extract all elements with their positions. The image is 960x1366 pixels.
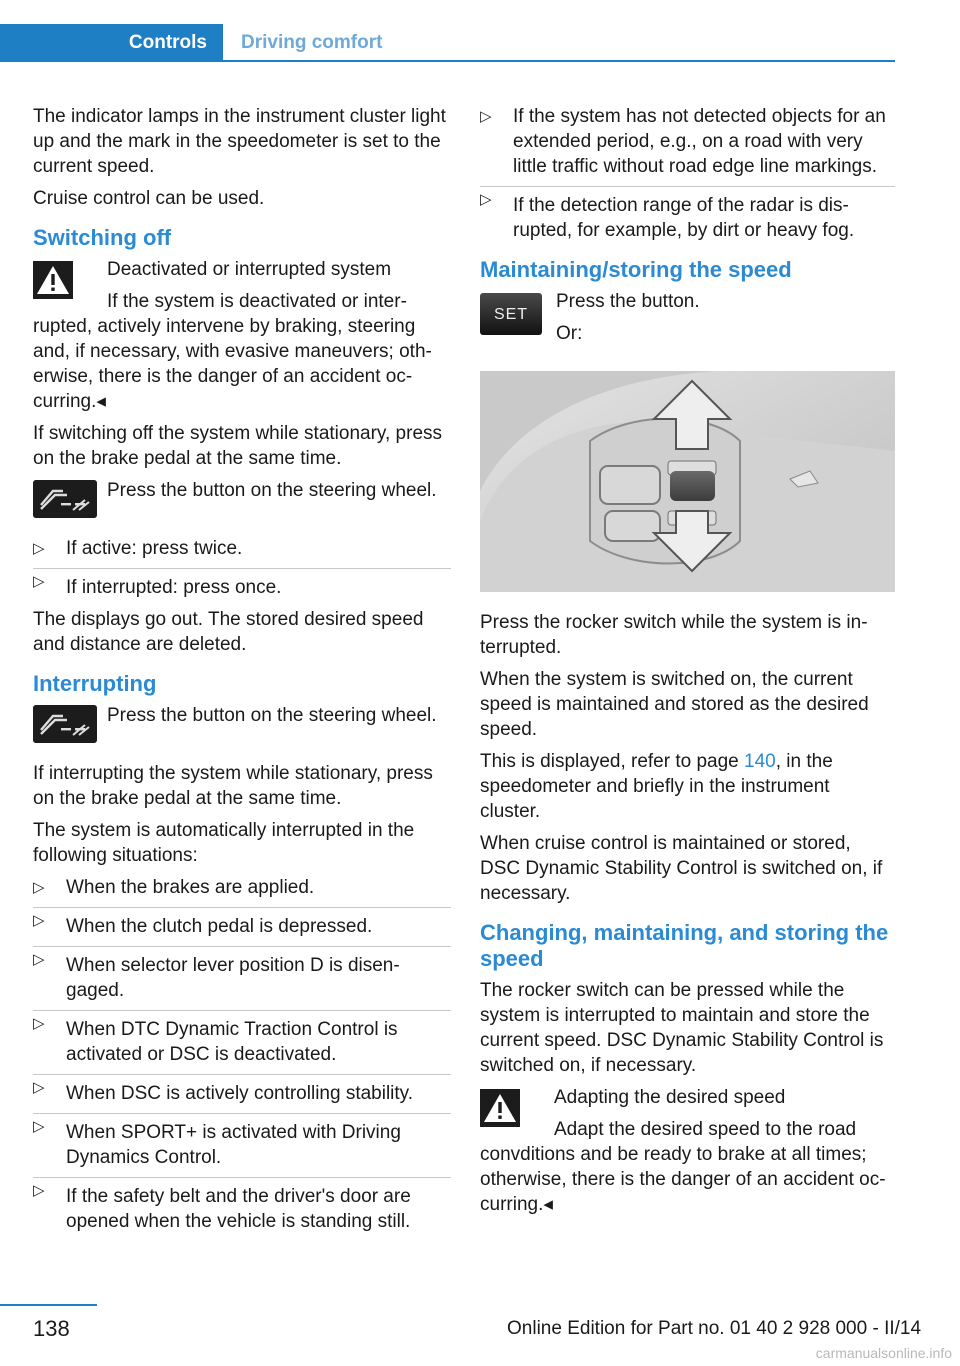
interrupt-stationary-paragraph: If interrupting the system while stationary, press on the brake pedal at the same time. xyxy=(33,763,433,809)
auto-interrupt-paragraph: The system is automatically interrupted in the following situations: xyxy=(33,820,415,866)
switch-off-list xyxy=(33,536,451,600)
warning-deactivated xyxy=(33,257,451,414)
press-button-text: Press the button. xyxy=(556,291,700,312)
cruise-control-paragraph: Cruise control can be used. xyxy=(33,188,265,209)
page-reference-link[interactable]: 140 xyxy=(744,751,776,772)
watermark-text: carmanualsonline.info xyxy=(815,1345,952,1361)
distance-control-button-icon xyxy=(33,705,97,743)
switched-on-paragraph: When the system is switched on, the current speed is maintained and stored as the desired speed. xyxy=(480,669,869,740)
distance-control-button-icon xyxy=(33,480,97,518)
warning-title: Adapting the desired speed xyxy=(554,1087,786,1108)
warning-text: Adapt the desired speed to the road convditions and be ready to brake at all times; otherwise, there is the danger of an accident occurring.◂ xyxy=(480,1119,886,1215)
tab-controls-label: Controls xyxy=(128,31,207,53)
intro-paragraph: The indicator lamps in the instrument cluster light up and the mark in the speedometer is set to the current speed. xyxy=(33,106,446,177)
list-item: ▷ If the system has not detected objects for an extended period, e.g., on a road with very little traffic without road edge line markings. xyxy=(480,104,895,179)
interrupt-list-continued xyxy=(480,104,895,243)
footer-rule xyxy=(0,1304,97,1306)
warning-adapting-speed xyxy=(480,1085,895,1217)
steering-button-block-2 xyxy=(33,703,451,747)
displayed-text-end: , in the speedometer and briefly in the instrument cluster. xyxy=(480,751,833,822)
warning-title: Deactivated or interrupted system xyxy=(107,259,392,280)
set-button-label: SET xyxy=(493,305,529,323)
rocker-interrupt-paragraph: The rocker switch can be pressed while the system is interrupted to maintain and store the current speed. DSC Dynamic Stability Control is switched on, if necessary. xyxy=(480,980,884,1076)
list-item: ▷ When the clutch pedal is depressed. xyxy=(33,907,451,939)
tab-controls[interactable] xyxy=(0,24,223,60)
auto-interrupt-list xyxy=(33,875,451,1234)
warning-text: If the system is deactivated or interrupted, actively intervene by braking, steering and, if necessary, with evasive maneuvers; otherwise, there is the danger of an accident occurring.◂ xyxy=(33,291,432,412)
warning-triangle-icon xyxy=(33,261,73,299)
button-instruction: Press the button on the steering wheel. xyxy=(107,480,437,501)
displays-paragraph: The displays go out. The stored desired speed and distance are deleted. xyxy=(33,609,424,655)
heading-interrupting: Interrupting xyxy=(33,671,157,696)
page-header xyxy=(0,0,895,62)
list-item: ▷ If the detection range of the radar is disrupted, for example, by dirt or heavy fog. xyxy=(480,186,895,243)
rocker-paragraph: Press the rocker switch while the system is interrupted. xyxy=(480,612,868,658)
list-item: ▷ When selector lever position D is disengaged. xyxy=(33,946,451,1003)
list-item: ▷ If active: press twice. xyxy=(33,536,451,561)
heading-maintaining: Maintaining/storing the speed xyxy=(480,257,792,282)
steering-wheel-rocker-switch-image xyxy=(480,371,895,592)
list-item: ▷ If interrupted: press once. xyxy=(33,568,451,600)
or-text: Or: xyxy=(556,323,583,344)
button-instruction: Press the button on the steering wheel. xyxy=(107,705,437,726)
dsc-paragraph: When cruise control is maintained or stored, DSC Dynamic Stability Control is switched on, if necessary. xyxy=(480,833,883,904)
left-column xyxy=(33,104,451,1241)
warning-triangle-icon xyxy=(480,1089,520,1127)
heading-switching-off: Switching off xyxy=(33,225,172,250)
list-item: ▷ When SPORT+ is activated with Driving Dynamics Control. xyxy=(33,1113,451,1170)
set-button-icon xyxy=(480,293,542,335)
displayed-paragraph xyxy=(480,749,895,824)
right-column xyxy=(480,104,895,1224)
list-item: ▷ When the brakes are applied. xyxy=(33,875,451,900)
tab-driving-comfort-label: Driving comfort xyxy=(241,31,383,53)
tab-driving-comfort[interactable] xyxy=(223,24,895,60)
list-item: ▷ When DTC Dynamic Traction Control is activated or DSC is deactivated. xyxy=(33,1010,451,1067)
edition-text: Online Edition for Part no. 01 40 2 928 000 - II/14 xyxy=(507,1318,922,1339)
steering-button-block xyxy=(33,478,451,522)
heading-changing: Changing, maintaining, and storing the speed xyxy=(480,920,889,971)
page-number: 138 xyxy=(33,1316,70,1341)
header-rule xyxy=(0,60,895,62)
stationary-paragraph: If switching off the system while stationary, press on the brake pedal at the same time. xyxy=(33,423,443,469)
list-item: ▷ When DSC is actively controlling stability. xyxy=(33,1074,451,1106)
displayed-text-start: This is displayed, refer to page xyxy=(480,751,745,772)
list-item: ▷ If the safety belt and the driver's door are opened when the vehicle is standing still. xyxy=(33,1177,451,1234)
set-button-block xyxy=(480,289,895,353)
